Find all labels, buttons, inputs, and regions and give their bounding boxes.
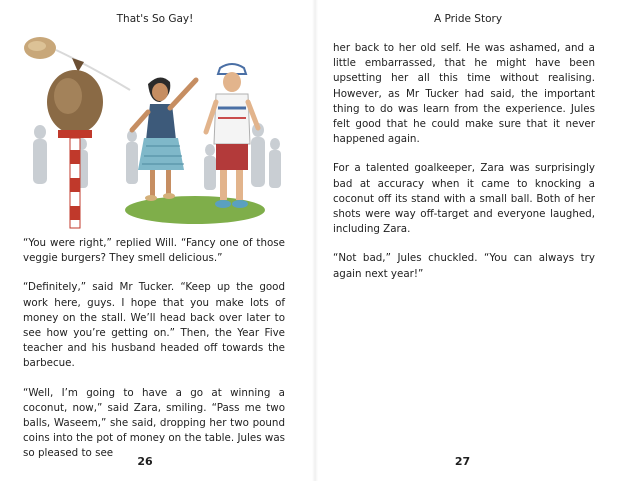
running-head-left: That's So Gay! [116, 13, 194, 25]
paragraph: “Definitely,” said Mr Tucker. “Keep up the good work here, guys. I hope that you make lots of money on the stall. We’ll head back over later to see how you’re getting on.” Then, the Year Five teacher and his husband headed off towards the barbecue. [23, 281, 285, 370]
girl-throwing-icon [132, 77, 196, 201]
paragraph: “You were right,” replied Will. “Fancy one of those veggie burgers? They smell delicious.” [23, 237, 285, 265]
coconut-stand-icon [47, 58, 103, 228]
paragraph: For a talented goalkeeper, Zara was surprisingly bad at accuracy when it came to knocking a coconut off its stand with a small ball. Both of her shots were way off-target and everyone laughed, including Zara. [333, 162, 595, 236]
paragraph: “Well, I’m going to have a go at winning a coconut, now,” said Zara, smiling. “Pass me two balls, Waseem,” she said, dropping her two pound coins into the pot of money on the table. Jules was so pleased to see [23, 386, 285, 460]
right-page-text [333, 41, 595, 296]
running-head-right: A Pride Story [433, 13, 503, 25]
page-number-right: 27 [454, 455, 471, 468]
page-number-left: 26 [137, 455, 153, 468]
right-page [315, 0, 630, 481]
coconut-shy-illustration [20, 32, 290, 232]
paragraph: “Not bad,” Jules chuckled. “You can always try again next year!” [333, 252, 595, 280]
left-page-text [23, 236, 285, 476]
grass-patch [125, 196, 265, 224]
paragraph: her back to her old self. He was ashamed, and a little embarrassed, that he might have been upsetting her all this time without realising. However, as Mr Tucker had said, the important thing to do was learn from the experience. Jules felt good that he could make sure that it never happened again. [333, 42, 595, 146]
